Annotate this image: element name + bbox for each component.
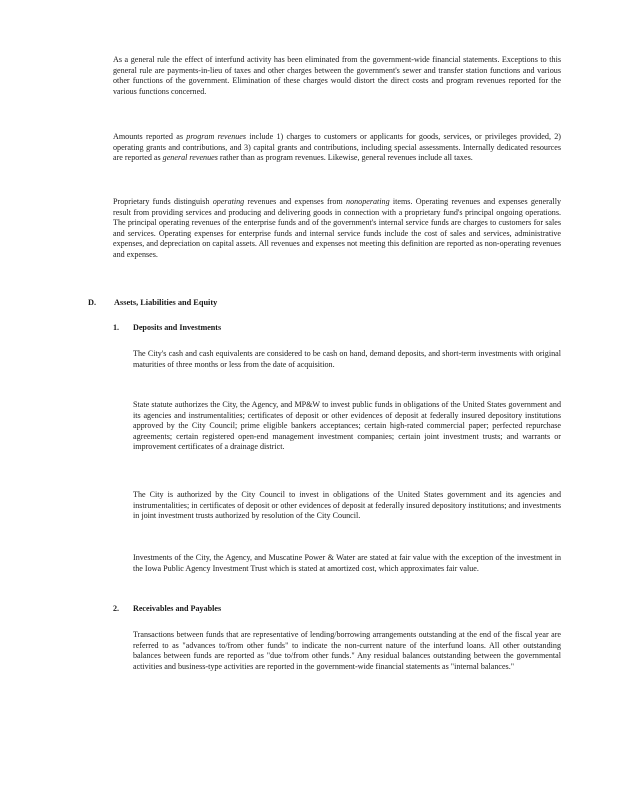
receivables-payables-heading	[113, 604, 221, 613]
deposits-investments-heading	[113, 323, 221, 332]
sub2-label: 2.	[113, 604, 120, 613]
sub1-title: Deposits and Investments	[133, 323, 222, 332]
sub1-label: 1.	[113, 323, 120, 332]
proprietary-funds-paragraph	[113, 197, 561, 261]
program-revenues-term: program revenues	[186, 132, 247, 141]
program-revenues-paragraph	[113, 132, 561, 164]
program-revenues-text-b: include 1) charges to customers or applicants for goods, services, or privileges provided, 2) operating grants and contributions, and 3) capital grants and contributions, including special assessments. Internally dedicated resources are reported as	[113, 132, 561, 163]
program-revenues-text-c: rather than as program revenues. Likewise, general revenues include all taxes.	[217, 153, 473, 163]
interfund-paragraph: As a general rule the effect of interfund activity has been eliminated from the government-wide financial statements. Exceptions to this general rule are payments-in-lieu of taxes and other charges between the government's sewer and transfer station functions and various other functions of the government. Elimination of these charges would distort the direct costs and program revenues reported for the various functions concerned.	[113, 55, 561, 96]
fair-value-paragraph: Investments of the City, the Agency, and Muscatine Power & Water are stated at fair value with the exception of the investment in the Iowa Public Agency Investment Trust which is stated at amortized cost, which approximates fair value.	[133, 553, 561, 573]
cash-equivalents-paragraph: The City's cash and cash equivalents are considered to be cash on hand, demand deposits, and short-term investments with original maturities of three months or less from the date of acquisition.	[133, 349, 561, 369]
program-revenues-text-a: Amounts reported as	[113, 132, 187, 141]
section-d-title: Assets, Liabilities and Equity	[114, 298, 218, 307]
section-d-label: D.	[88, 298, 97, 307]
city-authorized-paragraph: The City is authorized by the City Council to invest in obligations of the United States government and its agencies and instrumentalities; in certificates of deposit or other evidences of deposit at federally insured depository institutions; and investments in joint investment trusts authorized by resolution of the City Council.	[133, 490, 561, 521]
operating-term: operating	[212, 197, 245, 206]
sub2-title: Receivables and Payables	[133, 604, 222, 613]
section-d-heading	[88, 298, 217, 307]
proprietary-text-a: Proprietary funds distinguish	[113, 197, 213, 206]
nonoperating-term: nonoperating	[346, 197, 390, 206]
general-revenues-term: general revenues	[162, 153, 218, 163]
proprietary-text-b: revenues and expenses from	[244, 197, 347, 206]
interfund-transactions-paragraph: Transactions between funds that are representative of lending/borrowing arrangements outstanding at the end of the fiscal year are referred to as "advances to/from other funds" to indicate the non-current nature of the interfund loans. All other outstanding balances between funds are reported as "due to/from other funds." Any residual balances outstanding between the governmental activities and business-type activities are reported in the government-wide financial statements as "internal balances."	[133, 630, 561, 671]
proprietary-text-c: items. Operating revenues and expenses generally result from providing services and producing and delivering goods in connection with a proprietary fund's principal ongoing operations. The principal operating revenues of the enterprise funds and of the government's internal service funds are charges to customers for sales and services. Operating expenses for enterprise funds and internal service funds include the cost of sales and services, administrative expenses, and depreciation on capital assets. All revenues and expenses not meeting this definition are reported as non-operating revenues and expenses.	[113, 197, 561, 259]
state-statute-paragraph: State statute authorizes the City, the Agency, and MP&W to invest public funds in obligations of the United States government and its agencies and instrumentalities; certificates of deposit or other evidences of deposit at federally insured depository institutions approved by the City Council; prime eligible bankers acceptances; certain high-rated commercial paper; perfected repurchase agreements; certain registered open-end management investment companies; certain joint investment trusts; and warrants or improvement certificates of a drainage district.	[133, 400, 561, 452]
